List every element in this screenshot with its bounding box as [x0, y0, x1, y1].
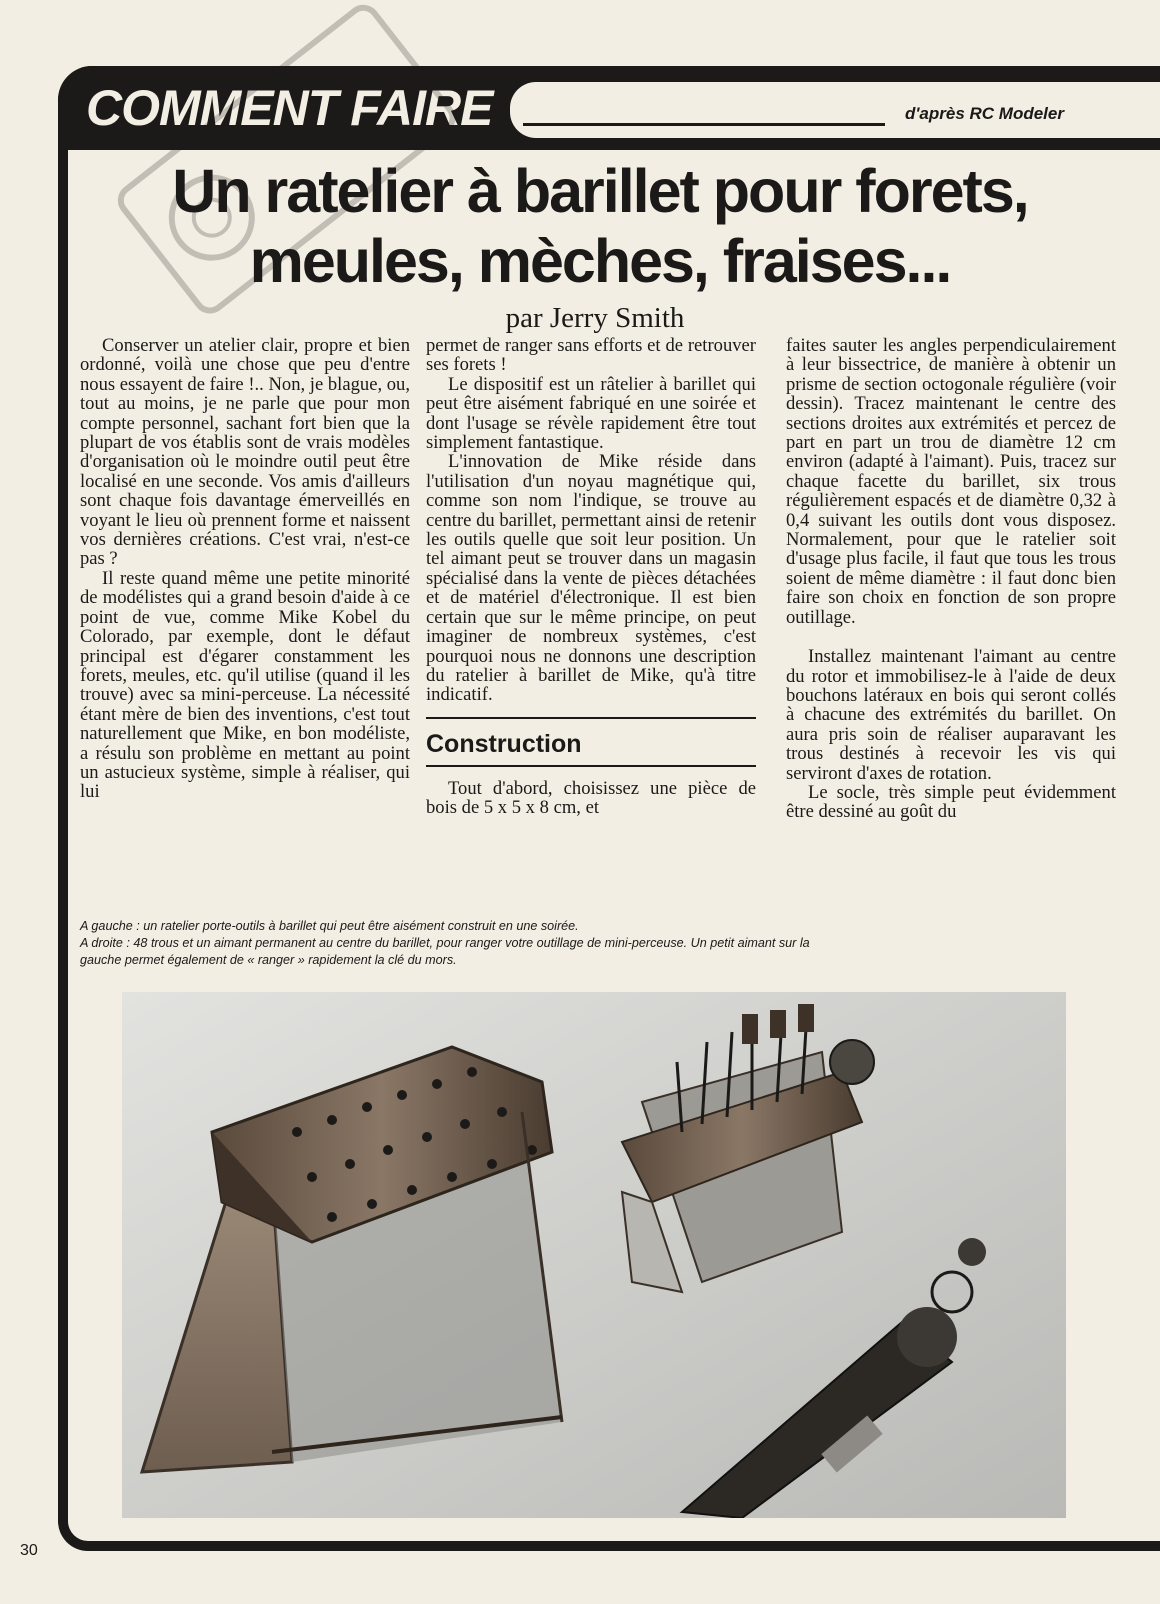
byline: par Jerry Smith — [505, 302, 685, 334]
column-2 — [426, 336, 756, 818]
paragraph: Il reste quand même une petite minorité de modélistes qui a grand besoin d'aide à ce point de vue, comme Mike Kobel du Colorado, par exemple, dont le défaut principal est d'égarer constamment les forets, meules, etc. qu'il utilise (quand il les trouve) avec sa mini-perceuse. La nécessité étant mère de bien des inventions, c'est tout naturellement que Mike, en bon modéliste, a résulu son problème en mettant au point un astucieux système, simple à réaliser, qui lui — [80, 567, 410, 803]
paragraph: permet de ranger sans efforts et de retrouver ses forets ! — [426, 335, 756, 376]
caption-left: A gauche : un ratelier porte-outils à barillet qui peut être aisément construit en une soirée. — [80, 919, 579, 933]
article-headline — [70, 156, 1130, 296]
source-credit: d'après RC Modeler — [905, 104, 1064, 123]
photo-illustration — [122, 992, 1066, 1518]
paragraph: Le dispositif est un râtelier à barillet qui peut être aisément fabriqué en une soirée et dont l'usage se révèle rapidement être tout simplement fantastique. — [426, 373, 756, 454]
header-rule — [523, 123, 885, 126]
headline-line-1: Un ratelier à barillet pour forets, — [172, 157, 1028, 225]
article-photo — [122, 992, 1066, 1518]
caption-right-line-1: A droite : 48 trous et un aimant permanent au centre du barillet, pour ranger votre outillage de mini-perceuse. Un petit aimant sur la — [80, 936, 810, 950]
section-divider — [426, 717, 756, 719]
paragraph: Le socle, très simple peut évidemment être dessiné au goût du — [786, 781, 1116, 823]
paragraph: Installez maintenant l'aimant au centre du rotor et immobilisez-le à l'aide de deux bouchons latéraux en bois qui seront collés à chacune des extrémités du barillet. On aura pris soin de réaliser auparavant les trous destinés à recevoir les vis qui serviront d'axes de rotation. — [786, 646, 1116, 784]
section-title: COMMENT FAIRE — [86, 80, 493, 136]
paragraph: L'innovation de Mike réside dans l'utilisation d'un noyau magnétique qui, comme son nom l'indique, se trouve au centre du barillet, permettant ainsi de retenir les outils quelle que soit leur position. Un tel aimant peut se trouver dans un magasin spécialisé dans la vente de pièces détachées et de matériel d'électronique. Il est bien certain que sur le même principe, on peut imaginer de nombreux systèmes, c'est pourquoi nous ne donnons une description du ratelier à barillet de Mike, qu'à titre indicatif. — [426, 451, 756, 706]
column-1 — [80, 336, 410, 802]
page-number: 30 — [20, 1542, 38, 1559]
paragraph: faites sauter les angles perpendiculairement à leur bissectrice, de manière à obtenir un prisme de section octogonale régulière (voir dessin). Tracez maintenant le centre des sections droites aux extrémités et percez de part en part un trou de diamètre 12 cm environ (adapté à l'aimant). Puis, tracez sur chaque facette du barillet, six trous régulièrement espacés et de diamètre 0,32 à 0,4 suivant les outils dont vous disposez. Normalement, pour que le ratelier soit d'usage plus facile, il faut que tous les trous soient de même diamètre : il faut donc bien faire son choix en fonction de son propre outillage. — [786, 335, 1116, 628]
section-divider — [426, 765, 756, 767]
caption-right-line-2: gauche permet également de « ranger » rapidement la clé du mors. — [80, 953, 457, 967]
paragraph: Tout d'abord, choisissez une pièce de bois de 5 x 5 x 8 cm, et — [426, 777, 756, 819]
headline-line-2: meules, mèches, fraises... — [249, 227, 951, 295]
paragraph: Conserver un atelier clair, propre et bien ordonné, voilà une chose que peu d'entre nous essayent de faire !.. Non, je blague, ou, tout au moins, je ne parle que pour mon compte personnel, sachant fort bien que la plupart de vos établis sont de vrais modèles d'organisation où le moindre outil peut être localisé en une seconde. Vos amis d'ailleurs sont chaque fois davantage émerveillés en voyant le lieu où prennent forme et naissent vos dernières créations. C'est vrai, n'est-ce pas ? — [80, 335, 410, 570]
section-heading: Construction — [426, 729, 582, 758]
photo-captions — [80, 918, 1040, 969]
column-3 — [786, 336, 1116, 822]
